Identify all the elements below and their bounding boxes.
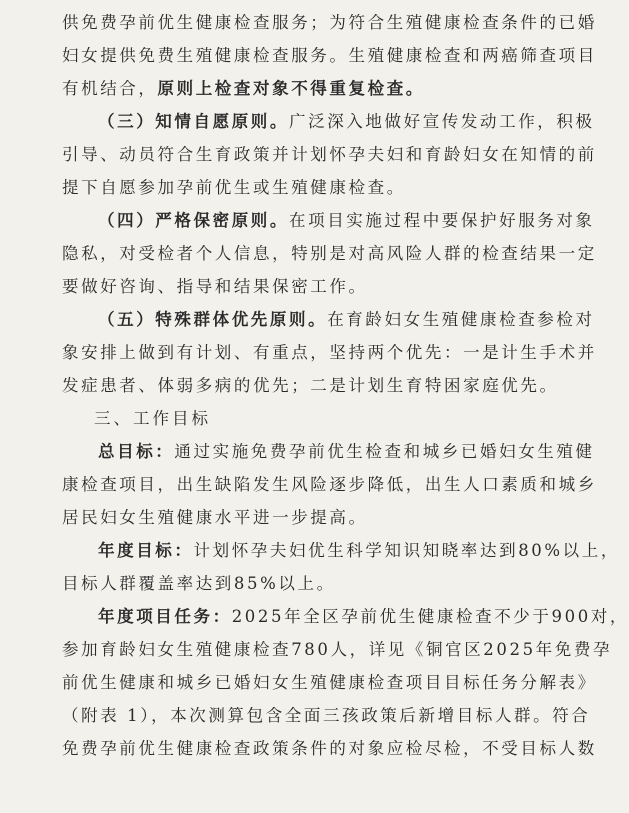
text-span: 2025年全区孕前优生健康检查不少于900对， — [231, 607, 629, 626]
section-heading: 三、工作目标 — [94, 409, 211, 428]
text-span: 通过实施免费孕前优生检查和城乡已婚妇女生殖健 — [174, 442, 595, 461]
overall-goal-title: 总目标： — [98, 442, 175, 461]
principle-5-line — [62, 303, 595, 336]
paragraph-line: （附表 1），本次测算包含全面三孩政策后新增目标人群。符合 — [62, 706, 591, 725]
annual-goal-line — [62, 534, 620, 567]
text-span: 有机结合， — [62, 79, 158, 98]
paragraph-line: 要做好咨询、指导和结果保密工作。 — [62, 277, 368, 296]
principle-3-title: （三）知情自愿原则。 — [98, 112, 289, 131]
principle-3-line — [62, 105, 595, 138]
annual-goal-title: 年度目标： — [98, 541, 194, 560]
text-span: 广泛深入地做好宣传发动工作，积极 — [289, 112, 595, 131]
paragraph-line — [62, 72, 572, 105]
annual-task-title: 年度项目任务： — [98, 607, 232, 626]
annual-task-line — [62, 600, 629, 633]
paragraph-line: 引导、动员符合生育政策并计划怀孕夫妇和育龄妇女在知情的前 — [62, 145, 597, 164]
text-span: 在育龄妇女生殖健康检查参检对 — [327, 310, 595, 329]
principle-4-title: （四）严格保密原则。 — [98, 211, 289, 230]
paragraph-line: 供免费孕前优生健康检查服务；为符合生殖健康检查条件的已婚 — [62, 13, 597, 32]
emphasis-text: 原则上检查对象不得重复检查。 — [157, 79, 425, 98]
principle-4-line — [62, 204, 595, 237]
paragraph-line: 目标人群覆盖率达到85%以上。 — [62, 574, 336, 593]
text-span: 计划怀孕夫妇优生科学知识知晓率达到80%以上， — [193, 541, 620, 560]
paragraph-line: 前优生健康和城乡已婚妇女生殖健康检查项目目标任务分解表》 — [62, 673, 597, 692]
paragraph-line: 康检查项目，出生缺陷发生风险逐步降低，出生人口素质和城乡 — [62, 475, 597, 494]
paragraph-line: 隐私，对受检者个人信息，特别是对高风险人群的检查结果一定 — [62, 244, 597, 263]
overall-goal-line — [62, 435, 595, 468]
paragraph-line: 发症患者、体弱多病的优先；二是计划生育特困家庭优先。 — [62, 376, 559, 395]
paragraph-line: 提下自愿参加孕前优生或生殖健康检查。 — [62, 178, 406, 197]
paragraph-line: 妇女提供免费生殖健康检查服务。生殖健康检查和两癌筛查项目 — [62, 46, 597, 65]
paragraph-line: 免费孕前优生健康检查政策条件的对象应检尽检，不受目标人数 — [62, 739, 597, 758]
text-span: 在项目实施过程中要保护好服务对象 — [289, 211, 595, 230]
paragraph-line: 居民妇女生殖健康水平进一步提高。 — [62, 508, 368, 527]
paragraph-line: 参加育龄妇女生殖健康检查780人，详见《铜官区2025年免费孕 — [62, 640, 613, 659]
principle-5-title: （五）特殊群体优先原则。 — [98, 310, 328, 329]
paragraph-line: 象安排上做到有计划、有重点，坚持两个优先：一是计生手术并 — [62, 343, 597, 362]
